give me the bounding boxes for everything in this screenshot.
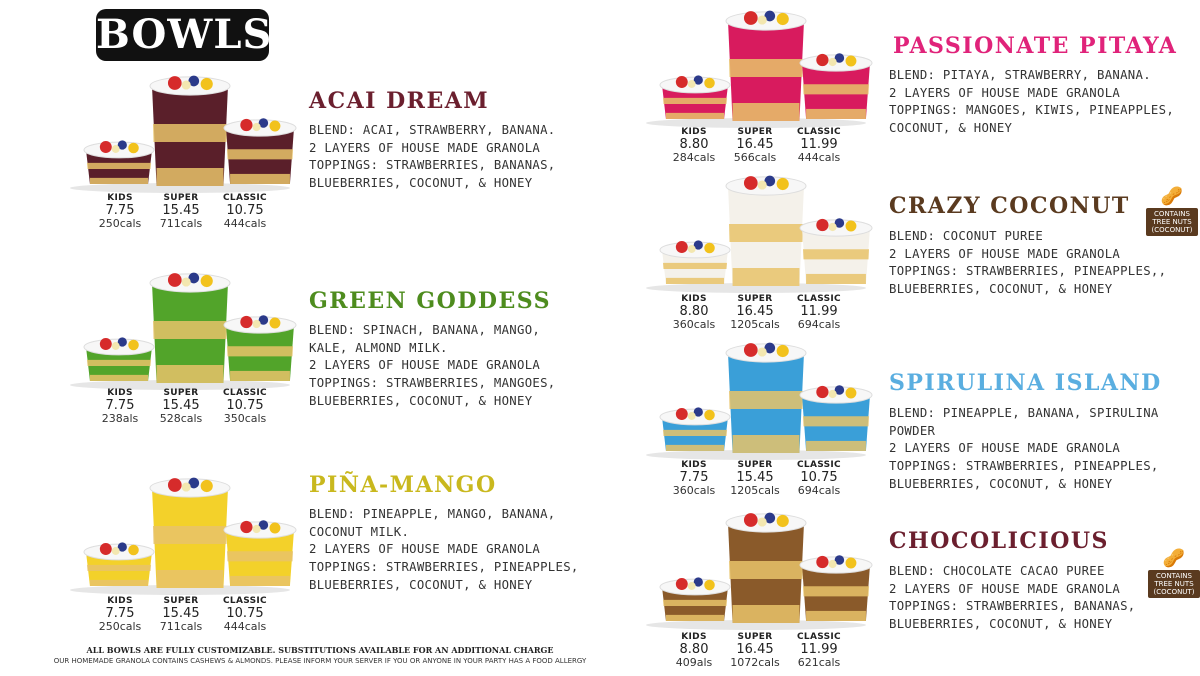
price-super [722, 127, 788, 164]
description-line: BLEND: CHOCOLATE CACAO PUREE [889, 564, 1105, 578]
size-label: CLASSIC [797, 127, 841, 137]
size-label: SUPER [163, 596, 199, 606]
calories-value: 250cals [98, 620, 142, 633]
size-label: CLASSIC [797, 632, 841, 642]
description-line: 2 LAYERS OF HOUSE MADE GRANOLA [309, 358, 541, 373]
price-value: 15.45 [162, 606, 200, 621]
size-label: KIDS [107, 193, 133, 203]
price-value: 10.75 [226, 203, 264, 218]
description-line: TOPPINGS: MANGOES, KIWIS, PINEAPPLES, [889, 103, 1175, 118]
description-line: BLEND: COCONUT PUREE [889, 229, 1044, 243]
price-value: 7.75 [105, 606, 135, 621]
size-label: SUPER [737, 632, 773, 642]
calories-value: 250cals [98, 217, 142, 230]
item-title: CHOCOLICIOUS [889, 528, 1109, 554]
size-label: SUPER [737, 460, 773, 470]
item-description [889, 67, 1174, 138]
item-description [889, 563, 1136, 634]
calories-value: 694cals [797, 318, 841, 331]
price-kids [92, 596, 148, 633]
price-classic [214, 596, 276, 633]
size-label: CLASSIC [223, 596, 267, 606]
price-value: 10.75 [800, 470, 838, 485]
description-line: BLEND: ACAI, STRAWBERRY, BANANA. [309, 123, 556, 137]
description-line: 2 LAYERS OF HOUSE MADE GRANOLA [889, 246, 1121, 261]
price-grid [92, 596, 276, 633]
nut-warning-line: TREE NUTS [1154, 580, 1194, 588]
item-title: PASSIONATE PITAYA [893, 33, 1178, 59]
page-title: BOWLS [96, 9, 269, 61]
price-value: 7.75 [105, 203, 135, 218]
description-line: BLUEBERRIES, COCONUT, & HONEY [309, 393, 533, 408]
calories-value: 444cals [797, 151, 841, 164]
price-grid [666, 294, 850, 331]
size-label: CLASSIC [797, 460, 841, 470]
nut-warning-line: (COCONUT) [1153, 588, 1195, 596]
price-super [722, 294, 788, 331]
description-line: COCONUT, & HONEY [889, 121, 1013, 136]
price-super [148, 596, 214, 633]
price-grid [666, 127, 850, 164]
price-value: 7.75 [679, 470, 709, 485]
description-line: BLEND: PINEAPPLE, BANANA, SPIRULINA [889, 406, 1159, 420]
calories-value: 409als [675, 656, 713, 669]
size-label: CLASSIC [797, 294, 841, 304]
price-value: 10.75 [226, 606, 264, 621]
price-grid [92, 193, 276, 230]
price-super [722, 460, 788, 497]
size-label: KIDS [681, 127, 707, 137]
bowl-photo [636, 335, 876, 460]
item-title: PIÑA-MANGO [309, 472, 497, 498]
description-line: TOPPINGS: STRAWBERRIES, BANANAS, [309, 158, 556, 173]
calories-value: 1205cals [730, 318, 780, 331]
price-value: 8.80 [679, 642, 709, 657]
size-label: CLASSIC [223, 193, 267, 203]
description-line: BLUEBERRIES, COCONUT, & HONEY [889, 617, 1113, 632]
price-classic [214, 388, 276, 425]
description-line: BLUEBERRIES, COCONUT, & HONEY [889, 476, 1113, 491]
nut-warning-line: TREE NUTS [1152, 218, 1192, 226]
description-line: BLEND: SPINACH, BANANA, MANGO, [309, 323, 541, 337]
price-classic [788, 294, 850, 331]
price-value: 11.99 [800, 642, 838, 657]
footer-allergy-note: OUR HOMEMADE GRANOLA CONTAINS CASHEWS & ALMONDS. PLEASE INFORM YOUR SERVER IF YOU OR ANYONE IN YOUR PARTY HAS A FOOD ALLERGY [53, 657, 587, 665]
size-label: KIDS [681, 632, 707, 642]
price-classic [788, 632, 850, 669]
price-value: 7.75 [105, 398, 135, 413]
description-line: 2 LAYERS OF HOUSE MADE GRANOLA [309, 140, 541, 155]
size-label: KIDS [107, 388, 133, 398]
item-title: CRAZY COCONUT [889, 193, 1130, 219]
price-value: 8.80 [679, 137, 709, 152]
nut-warning-line: CONTAINS [1156, 572, 1192, 580]
bowl-photo [636, 505, 876, 630]
item-description [309, 322, 556, 411]
price-grid [92, 388, 276, 425]
calories-value: 1205cals [730, 484, 780, 497]
price-value: 11.99 [800, 304, 838, 319]
description-line: TOPPINGS: STRAWBERRIES, PINEAPPLES,, [889, 264, 1167, 279]
size-label: SUPER [737, 294, 773, 304]
nut-warning-line: (COCONUT) [1151, 226, 1193, 234]
calories-value: 360cals [672, 318, 716, 331]
price-value: 16.45 [736, 304, 774, 319]
price-kids [666, 127, 722, 164]
peanut-icon: 🥜 [1160, 186, 1184, 207]
tree-nut-warning [1148, 548, 1200, 598]
description-line: BLEND: PITAYA, STRAWBERRY, BANANA. [889, 68, 1151, 82]
nut-warning-label [1146, 208, 1198, 236]
description-line: 2 LAYERS OF HOUSE MADE GRANOLA [309, 542, 541, 557]
description-line: POWDER [889, 423, 936, 438]
size-label: KIDS [681, 294, 707, 304]
price-super [722, 632, 788, 669]
price-kids [666, 294, 722, 331]
item-description [309, 506, 579, 595]
price-value: 16.45 [736, 137, 774, 152]
bowl-photo [60, 470, 300, 595]
price-grid [666, 460, 850, 497]
description-line: COCONUT MILK. [309, 524, 410, 539]
price-super [148, 193, 214, 230]
description-line: BLEND: PINEAPPLE, MANGO, BANANA, [309, 507, 556, 521]
calories-value: 694cals [797, 484, 841, 497]
price-kids [92, 193, 148, 230]
calories-value: 284cals [672, 151, 716, 164]
calories-value: 621cals [797, 656, 841, 669]
nut-warning-line: CONTAINS [1154, 210, 1190, 218]
description-line: BLUEBERRIES, COCONUT, & HONEY [309, 577, 533, 592]
price-value: 15.45 [162, 203, 200, 218]
price-value: 16.45 [736, 642, 774, 657]
calories-value: 566cals [733, 151, 777, 164]
size-label: KIDS [107, 596, 133, 606]
description-line: TOPPINGS: STRAWBERRIES, MANGOES, [309, 376, 556, 391]
price-kids [92, 388, 148, 425]
peanut-icon: 🥜 [1162, 548, 1186, 569]
size-label: KIDS [681, 460, 707, 470]
description-line: 2 LAYERS OF HOUSE MADE GRANOLA [889, 581, 1121, 596]
price-classic [788, 460, 850, 497]
price-classic [788, 127, 850, 164]
item-title: GREEN GODDESS [309, 288, 552, 314]
calories-value: 444cals [223, 620, 267, 633]
bowl-photo [636, 168, 876, 293]
footer-customizable-note: ALL BOWLS ARE FULLY CUSTOMIZABLE. SUBSTITUTIONS AVAILABLE FOR AN ADDITIONAL CHARGE [86, 645, 554, 655]
size-label: SUPER [163, 388, 199, 398]
size-label: SUPER [737, 127, 773, 137]
price-value: 11.99 [800, 137, 838, 152]
description-line: KALE, ALMOND MILK. [309, 340, 448, 355]
price-value: 15.45 [162, 398, 200, 413]
description-line: BLUEBERRIES, COCONUT, & HONEY [309, 176, 533, 191]
calories-value: 1072cals [730, 656, 780, 669]
price-kids [666, 632, 722, 669]
tree-nut-warning [1146, 186, 1198, 236]
description-line: 2 LAYERS OF HOUSE MADE GRANOLA [889, 441, 1121, 456]
calories-value: 711cals [159, 620, 203, 633]
price-value: 10.75 [226, 398, 264, 413]
price-value: 8.80 [679, 304, 709, 319]
bowl-photo [60, 265, 300, 390]
description-line: BLUEBERRIES, COCONUT, & HONEY [889, 282, 1113, 297]
price-value: 15.45 [736, 470, 774, 485]
calories-value: 350cals [223, 412, 267, 425]
nut-warning-label [1148, 570, 1200, 598]
price-classic [214, 193, 276, 230]
size-label: SUPER [163, 193, 199, 203]
calories-value: 711cals [159, 217, 203, 230]
item-description [309, 122, 556, 193]
item-title: ACAI DREAM [309, 88, 490, 114]
price-kids [666, 460, 722, 497]
item-description [889, 405, 1159, 494]
item-description [889, 228, 1166, 299]
bowl-photo [636, 3, 876, 128]
description-line: 2 LAYERS OF HOUSE MADE GRANOLA [889, 85, 1121, 100]
description-line: TOPPINGS: STRAWBERRIES, PINEAPPLES, [889, 459, 1159, 474]
size-label: CLASSIC [223, 388, 267, 398]
description-line: TOPPINGS: STRAWBERRIES, BANANAS, [889, 599, 1136, 614]
calories-value: 360cals [672, 484, 716, 497]
calories-value: 444cals [223, 217, 267, 230]
description-line: TOPPINGS: STRAWBERRIES, PINEAPPLES, [309, 560, 579, 575]
price-grid [666, 632, 850, 669]
item-title: SPIRULINA ISLAND [889, 370, 1162, 396]
price-super [148, 388, 214, 425]
bowl-photo [60, 68, 300, 193]
calories-value: 528cals [159, 412, 203, 425]
calories-value: 238als [101, 412, 139, 425]
